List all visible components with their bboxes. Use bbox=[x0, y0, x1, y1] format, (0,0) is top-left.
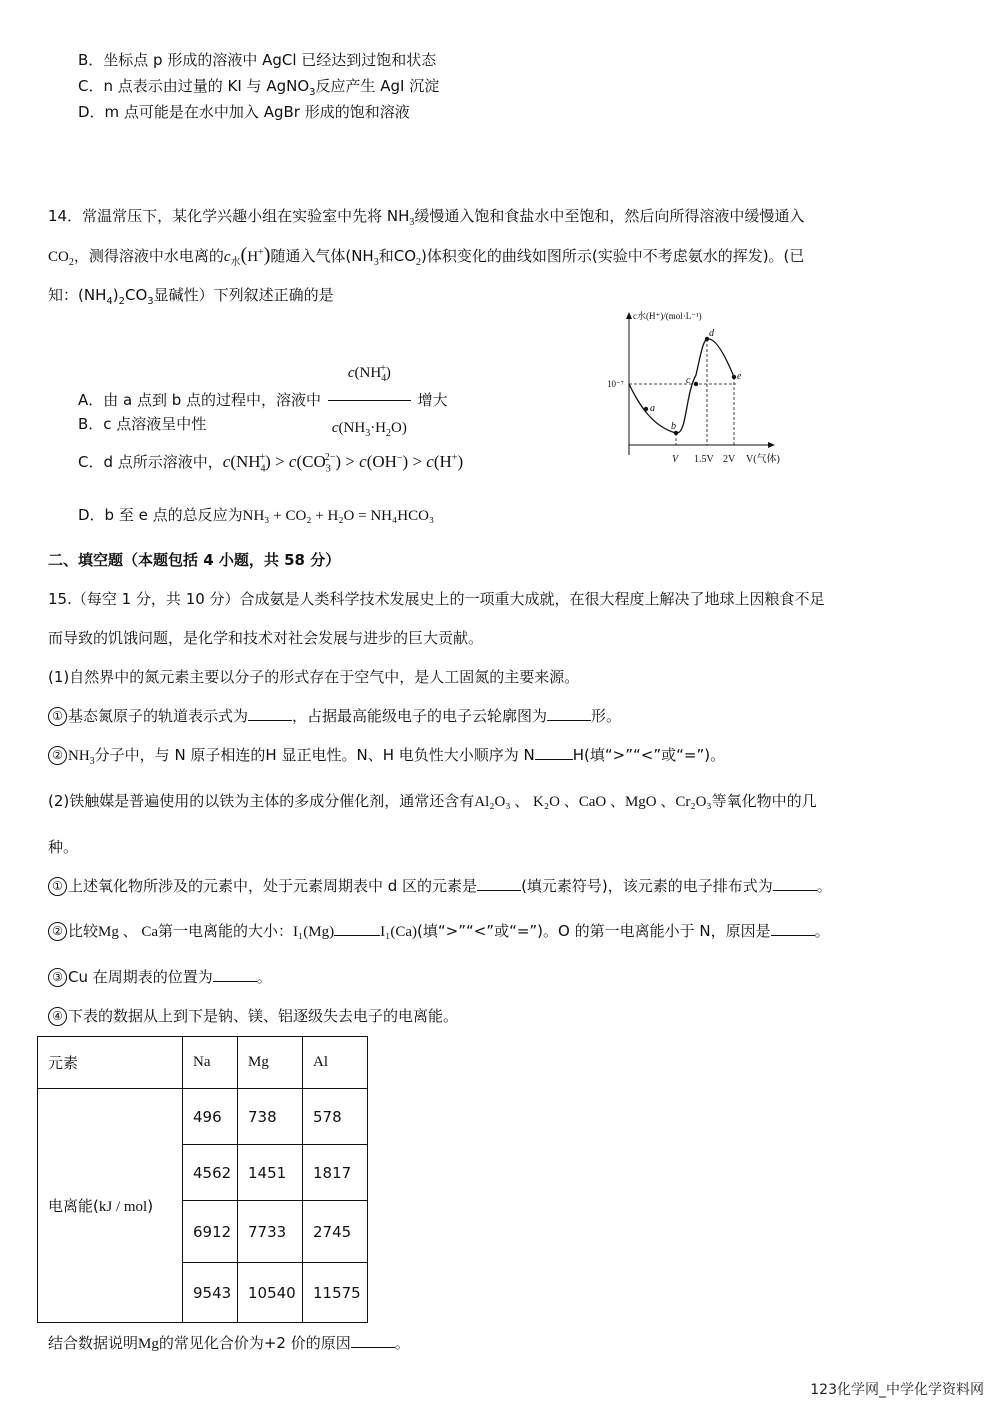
point-d-label: d bbox=[709, 328, 714, 339]
curve bbox=[629, 339, 734, 433]
q15-last-question: 结合数据说明Mg的常见化合价为+2 价的原因 。 bbox=[48, 1334, 410, 1352]
answer-blank[interactable] bbox=[248, 706, 292, 721]
q15-part2-line1: (2)铁触媒是普遍使用的以铁为主体的多成分催化剂，通常还含有Al₂O₃ 、 K₂O 、CaO 、MgO 、Cr₂O₃等氧化物中的几 bbox=[48, 792, 817, 810]
y-tick-label: 10⁻⁷ bbox=[607, 379, 624, 389]
x-tick-2v: 2V bbox=[723, 454, 736, 465]
q14-option-b: B．c 点溶液呈中性 bbox=[78, 415, 207, 433]
q14-option-c: C．d 点所示溶液中，$c(NH_4^+) > c(CO_3^{2-}) > c(OH^-) > c(H^+)$ bbox=[78, 452, 464, 475]
answer-blank[interactable] bbox=[547, 706, 591, 721]
table-cell: 1817 bbox=[303, 1145, 368, 1201]
point-c-label: c bbox=[686, 375, 691, 386]
q15-part1: (1)自然界中的氮元素主要以分子的形式存在于空气中，是人工固氮的主要来源。 bbox=[48, 668, 580, 686]
table-header-al: Al bbox=[303, 1037, 368, 1089]
point-a bbox=[644, 407, 648, 411]
table-cell: 2745 bbox=[303, 1201, 368, 1263]
y-axis-label: c水(H⁺)/(mol·L⁻¹) bbox=[633, 311, 702, 321]
point-e-label: e bbox=[737, 371, 742, 382]
q14-option-a: A．由 a 点到 b 点的过程中，溶液中 $\frac{c(NH_4^+)}{c(NH_3\cdot H_2O)}$ 增大 bbox=[78, 348, 448, 453]
q15-part1-q2: ② $NH_3$分子中，与 N 原子相连的H 显正电性。N、H 电负性大小顺序为 N H(填“>”“<”或“=”)。 bbox=[48, 745, 725, 766]
table-row-label: 电离能(kJ / mol) bbox=[38, 1089, 183, 1323]
q15-part2-q2: ② 比较Mg 、 Ca第一电离能的大小：I₁(Mg) I₁(Ca)(填“>”“<”或“=”)。O 的第一电离能小于 N，原因是 。 bbox=[48, 921, 830, 942]
table-cell: 496 bbox=[183, 1089, 238, 1145]
x-tick-1-5v: 1.5V bbox=[694, 454, 714, 465]
table-cell: 11575 bbox=[303, 1263, 368, 1323]
section-2-title: 二、填空题（本题包括 4 小题，共 58 分） bbox=[48, 551, 341, 569]
table-cell: 4562 bbox=[183, 1145, 238, 1201]
ratio-fraction: $\frac{c(NH_4^+)}{c(NH_3\cdot H_2O)}$ bbox=[328, 348, 411, 453]
answer-blank[interactable] bbox=[771, 921, 815, 936]
table-cell: 6912 bbox=[183, 1201, 238, 1263]
x-axis-label: V(气体) bbox=[746, 454, 780, 465]
point-c bbox=[694, 382, 698, 386]
q15-intro-line2: 而导致的饥饿问题，是化学和技术对社会发展与进步的巨大贡献。 bbox=[48, 629, 484, 647]
answer-blank[interactable] bbox=[351, 1333, 395, 1348]
table-cell: 738 bbox=[238, 1089, 303, 1145]
table-row bbox=[38, 1089, 368, 1145]
point-a-label: a bbox=[650, 403, 655, 414]
point-b-label: b bbox=[671, 421, 676, 432]
point-e bbox=[732, 375, 736, 379]
q14-stem-line3: 知：$(NH_4)_2CO_3$显碱性）下列叙述正确的是 bbox=[48, 286, 334, 307]
answer-blank[interactable] bbox=[535, 745, 573, 760]
q13-option-b: B．坐标点 p 形成的溶液中 AgCl 已经达到过饱和状态 bbox=[78, 51, 437, 69]
table-header-mg: Mg bbox=[238, 1037, 303, 1089]
ionization-energy-table bbox=[37, 1036, 368, 1323]
table-header-element: 元素 bbox=[38, 1037, 183, 1089]
answer-blank[interactable] bbox=[477, 876, 521, 891]
q15-part2-q3: ③ Cu 在周期表的位置为 。 bbox=[48, 967, 272, 987]
table-cell: 10540 bbox=[238, 1263, 303, 1323]
answer-blank[interactable] bbox=[773, 876, 817, 891]
q15-intro-line1: 15.（每空 1 分，共 10 分）合成氨是人类科学技术发展史上的一项重大成就，在很大程度上解决了地球上因粮食不足 bbox=[48, 590, 825, 608]
table-cell: 578 bbox=[303, 1089, 368, 1145]
q14-stem-line1: 14．常温常压下，某化学兴趣小组在实验室中先将 $NH_3$缓慢通入饱和食盐水中至饱和，然后向所得溶液中缓慢通入 bbox=[48, 207, 805, 228]
q14-graph bbox=[603, 305, 793, 470]
table-cell: 1451 bbox=[238, 1145, 303, 1201]
q13-option-d: D．m 点可能是在水中加入 AgBr 形成的饱和溶液 bbox=[78, 103, 410, 121]
q13-option-c: C．n 点表示由过量的 KI 与 AgNO$_3$反应产生 AgI 沉淀 bbox=[78, 77, 440, 98]
x-tick-v: V bbox=[672, 454, 679, 465]
q14-option-d: D．b 至 e 点的总反应为NH₃ + CO₂ + H₂O = NH₄HCO₃ bbox=[78, 506, 435, 524]
q15-part2-q4: ④ 下表的数据从上到下是钠、镁、铝逐级失去电子的电离能。 bbox=[48, 1006, 458, 1026]
table-header-na: Na bbox=[183, 1037, 238, 1089]
footer-watermark: 123化学网_中学化学资料网 bbox=[810, 1382, 984, 1398]
q15-part2-line2: 种。 bbox=[48, 838, 79, 856]
q15-part1-q1: ① 基态氮原子的轨道表示式为 ，占据最高能级电子的电子云轮廓图为 形。 bbox=[48, 706, 621, 726]
table-cell: 7733 bbox=[238, 1201, 303, 1263]
answer-blank[interactable] bbox=[334, 921, 380, 936]
answer-blank[interactable] bbox=[213, 967, 257, 982]
q14-stem-line2: $CO_2$，测得溶液中水电离的$c_水(H^+)$随通入气体($NH_3$和$CO_2$)体积变化的曲线如图所示(实验中不考虑氨水的挥发)。(已 bbox=[48, 244, 805, 268]
table-cell: 9543 bbox=[183, 1263, 238, 1323]
q15-part2-q1: ① 上述氧化物所涉及的元素中，处于元素周期表中 d 区的元素是 (填元素符号)，该元素的电子排布式为 。 bbox=[48, 876, 832, 896]
